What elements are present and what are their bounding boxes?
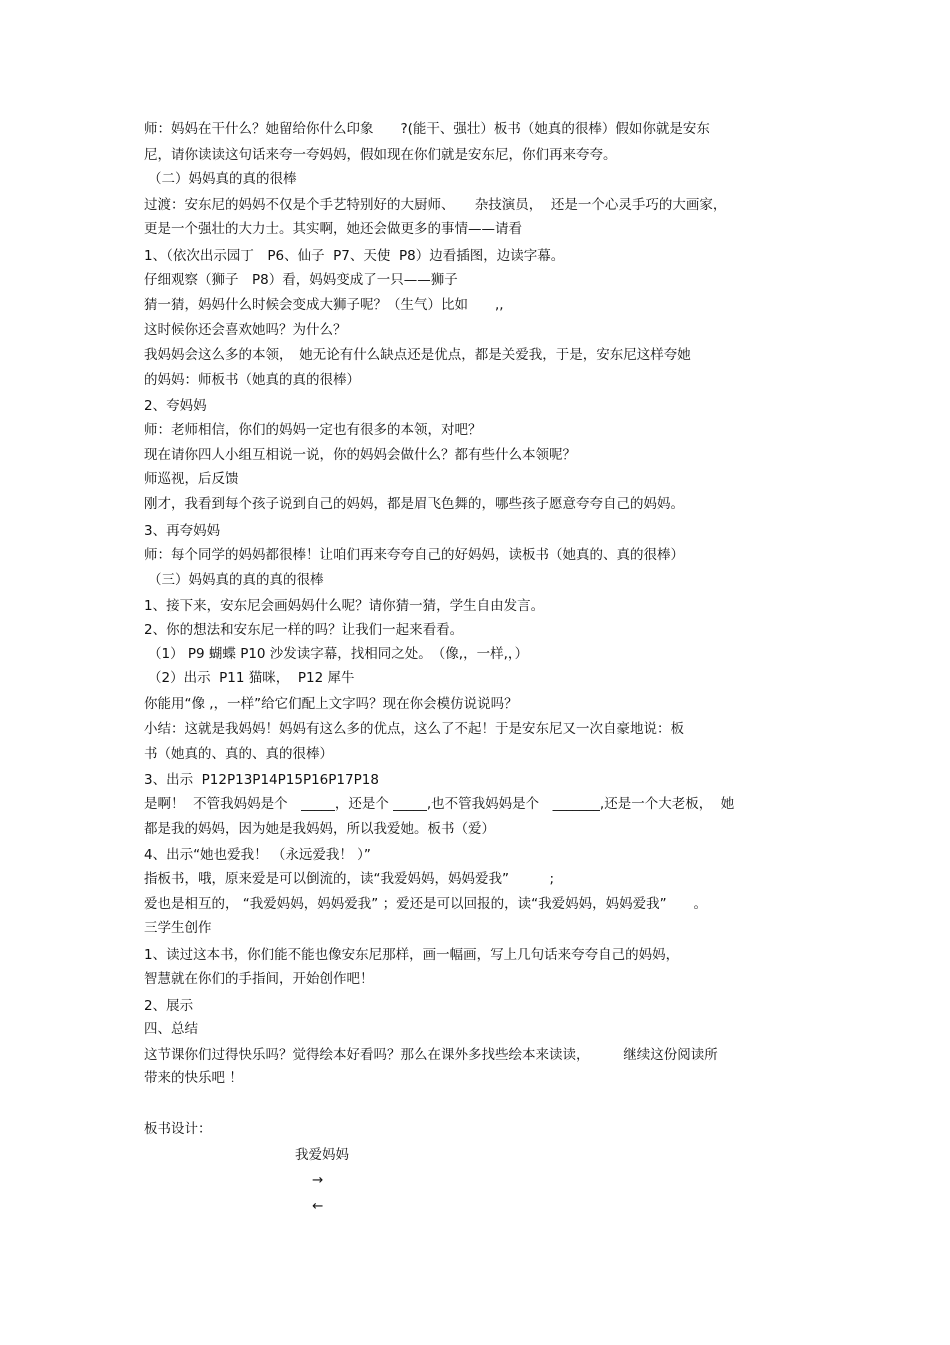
section-heading: 3、再夸妈妈 bbox=[144, 523, 221, 539]
text-line: 1、接下来，安东尼会画妈妈什么呢？请你猜一猜，学生自由发言。 bbox=[144, 598, 545, 614]
text-line: 师巡视，后反馈 bbox=[144, 471, 239, 487]
section-heading: 4、出示“她也爱我！ （永远爱我！ ）” bbox=[144, 847, 371, 863]
right-arrow-icon: → bbox=[312, 1172, 324, 1188]
text-line: （2）出示 P11 猫咪， P12 犀牛 bbox=[148, 670, 355, 686]
section-heading: 2、夸妈妈 bbox=[144, 398, 207, 414]
text-line: 师：老师相信，你们的妈妈一定也有很多的本领，对吧？ bbox=[144, 422, 482, 438]
text-line: 1、（依次出示园丁 P6、仙子 P7、天使 P8）边看插图，边读字幕。 bbox=[144, 248, 565, 264]
text-line: 爱也是相互的， “我爱妈妈，妈妈爱我” ；爱还是可以回报的，读“我爱妈妈，妈妈爱我” 。 bbox=[144, 896, 708, 912]
text-line: 小结：这就是我妈妈！妈妈有这么多的优点，这么了不起！于是安东尼又一次自豪地说：板 bbox=[144, 721, 684, 737]
text-line: 尼，请你读读这句话来夸一夸妈妈，假如现在你们就是安东尼，你们再来夸夸。 bbox=[144, 147, 617, 163]
text-line: 都是我的妈妈，因为她是我妈妈，所以我爱她。板书（爱） bbox=[144, 821, 495, 837]
text-line: 更是一个强壮的大力士。其实啊，她还会做更多的事情——请看 bbox=[144, 221, 522, 237]
text-line: 现在请你四人小组互相说一说，你的妈妈会做什么？都有些什么本领呢？ bbox=[144, 447, 576, 463]
text-line: 过渡：安东尼的妈妈不仅是个手艺特别好的大厨师、 杂技演员， 还是一个心灵手巧的大画家， bbox=[144, 197, 727, 213]
text-line: 指板书，哦，原来爱是可以倒流的，读“我爱妈妈，妈妈爱我” ; bbox=[144, 871, 555, 887]
section-heading: （二）妈妈真的真的很棒 bbox=[148, 171, 297, 187]
board-design-title: 我爱妈妈 bbox=[295, 1147, 349, 1163]
text-line: 这时候你还会喜欢她吗？为什么？ bbox=[144, 322, 347, 338]
text-line: （1） P9 蝴蝶 P10 沙发读字幕，找相同之处。 （像,，一样,，） bbox=[148, 646, 529, 662]
left-arrow-icon: ← bbox=[312, 1198, 324, 1214]
board-design-heading: 板书设计： bbox=[144, 1121, 212, 1137]
section-heading: 三学生创作 bbox=[144, 920, 212, 936]
text-line: 1、读过这本书，你们能不能也像安东尼那样，画一幅画，写上几句话来夸夸自己的妈妈， bbox=[144, 947, 680, 963]
text-line: 猜一猜，妈妈什么时候会变成大狮子呢？（生气）比如 ,, bbox=[144, 297, 504, 313]
text-line: 这节课你们过得快乐吗？觉得绘本好看吗？那么在课外多找些绘本来读读， 继续这份阅读所 bbox=[144, 1047, 718, 1063]
text-line: 仔细观察（狮子 P8）看，妈妈变成了一只——狮子 bbox=[144, 272, 458, 288]
text-line: 我妈妈会这么多的本领， 她无论有什么缺点还是优点，都是关爱我，于是，安东尼这样夸她 bbox=[144, 347, 691, 363]
text-line: 是啊！ 不管我妈妈是个 _____，还是个 _____,也不管我妈妈是个 _______,还是一个大老板， 她 bbox=[144, 796, 735, 812]
text-line: 刚才，我看到每个孩子说到自己的妈妈，都是眉飞色舞的，哪些孩子愿意夸夸自己的妈妈。 bbox=[144, 496, 684, 512]
section-heading: 2、展示 bbox=[144, 998, 194, 1014]
section-heading: 3、出示 P12P13P14P15P16P17P18 bbox=[144, 772, 379, 788]
text-line: 的妈妈：师板书（她真的真的很棒） bbox=[144, 372, 360, 388]
text-line: 书（她真的、真的、真的很棒） bbox=[144, 746, 333, 762]
text-line: 智慧就在你们的手指间，开始创作吧！ bbox=[144, 971, 374, 987]
section-heading: （三）妈妈真的真的真的很棒 bbox=[148, 572, 324, 588]
section-heading: 四、总结 bbox=[144, 1021, 198, 1037]
text-line: 带来的快乐吧 ！ bbox=[144, 1070, 243, 1086]
text-line: 师：每个同学的妈妈都很棒！让咱们再来夸夸自己的好妈妈，读板书（她真的、真的很棒） bbox=[144, 547, 684, 563]
text-line: 2、你的想法和安东尼一样的吗？让我们一起来看看。 bbox=[144, 622, 464, 638]
text-line: 你能用“像 ,，一样”给它们配上文字吗？现在你会模仿说说吗？ bbox=[144, 696, 518, 712]
text-line: 师：妈妈在干什么？她留给你什么印象 ?(能干、强壮）板书（她真的很棒）假如你就是安东 bbox=[144, 121, 710, 137]
